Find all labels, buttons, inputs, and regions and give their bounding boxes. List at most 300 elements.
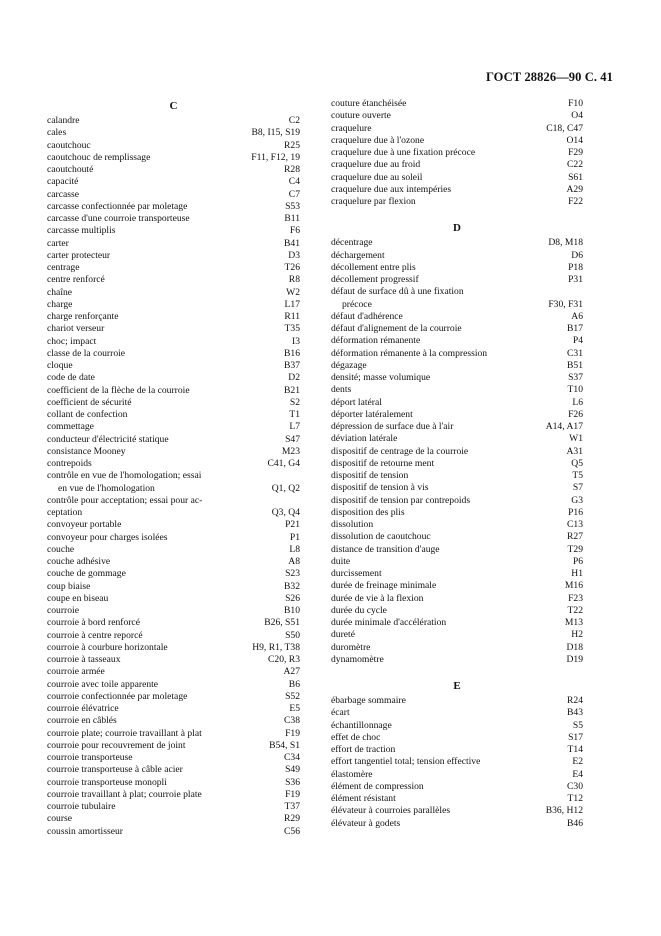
index-entry xyxy=(47,274,300,286)
entry-term: dissolution xyxy=(331,519,374,530)
entry-code: D8, M18 xyxy=(548,237,583,249)
index-entry xyxy=(331,147,583,159)
entry-code: Q3, Q4 xyxy=(271,507,300,518)
entry-code: R27 xyxy=(567,531,583,543)
entry-code: W1 xyxy=(569,433,583,445)
index-entry xyxy=(331,135,583,147)
entry-code: R11 xyxy=(284,311,300,322)
entry-code: S17 xyxy=(568,731,583,743)
entry-term: cloque xyxy=(47,360,73,371)
index-entry xyxy=(47,483,300,495)
index-entry xyxy=(47,532,300,544)
entry-code: T10 xyxy=(567,384,583,396)
entry-term: déport latéral xyxy=(331,396,382,408)
entry-code: D18 xyxy=(566,641,583,653)
index-entry xyxy=(331,507,583,519)
entry-code: B11 xyxy=(284,213,300,224)
entry-code: A14, A17 xyxy=(545,421,583,432)
entry-term: dispositif de tension par contrepoids xyxy=(331,494,471,506)
entry-code: H1 xyxy=(571,568,583,579)
entry-code: B10 xyxy=(284,605,300,616)
entry-term: défaut de surface dû à une fixation xyxy=(331,286,464,298)
index-entry xyxy=(331,250,583,262)
index-entry xyxy=(47,556,300,568)
entry-code: D2 xyxy=(288,372,300,384)
index-entry xyxy=(331,196,583,208)
index-entry xyxy=(331,360,583,372)
index-entry xyxy=(47,299,300,311)
index-entry xyxy=(331,159,583,171)
index-entry xyxy=(47,458,300,470)
entry-term: chariot verseur xyxy=(47,323,105,335)
section-letter: C xyxy=(169,100,178,112)
entry-code: S47 xyxy=(285,433,300,445)
entry-code: E5 xyxy=(289,703,300,714)
index-entry xyxy=(47,225,300,237)
index-entry xyxy=(331,695,583,707)
entry-code: B36, H12 xyxy=(545,805,583,817)
index-entry xyxy=(331,397,583,409)
entry-code: S49 xyxy=(285,764,300,776)
index-entry xyxy=(331,495,583,507)
entry-code: F29 xyxy=(568,147,583,158)
section-letter: E xyxy=(453,680,461,692)
entry-code: S23 xyxy=(285,568,300,580)
entry-term: craquelure due à une fixation précoce xyxy=(331,147,476,158)
index-entry xyxy=(47,728,300,740)
index-entry xyxy=(331,629,583,641)
entry-term: craquelure due au froid xyxy=(331,159,421,171)
index-entry xyxy=(47,434,300,446)
entry-code: C2 xyxy=(288,115,300,126)
entry-code: F23 xyxy=(568,592,583,604)
index-entry xyxy=(331,274,583,286)
entry-code: T1 xyxy=(289,409,300,420)
entry-term: commettage xyxy=(47,421,94,433)
index-entry xyxy=(331,482,583,494)
entry-code: R8 xyxy=(288,274,300,286)
entry-term: caoutchouc de remplissage xyxy=(47,151,151,163)
index-entry xyxy=(331,805,583,817)
entry-term: coup biaise xyxy=(47,580,91,592)
index-entry xyxy=(331,299,583,311)
entry-term: courroie élévatrice xyxy=(47,703,119,714)
index-entry xyxy=(47,385,300,397)
index-entry xyxy=(47,409,300,421)
index-entry xyxy=(47,287,300,299)
entry-term: courroie travaillant à plat; courroie plate xyxy=(47,788,202,800)
entry-term: carcasse xyxy=(47,188,79,200)
entry-code: P18 xyxy=(568,261,583,273)
entry-term: décollement progressif xyxy=(331,274,419,285)
entry-term: craquelure xyxy=(331,122,372,134)
entry-code: C56 xyxy=(284,825,300,837)
section-gap xyxy=(331,666,583,678)
entry-term: dureté xyxy=(331,629,355,641)
index-entry xyxy=(47,446,300,458)
entry-term: consistance Mooney xyxy=(47,445,126,457)
entry-code: T29 xyxy=(567,543,583,555)
entry-term: courroie plate; courroie travaillant à plat xyxy=(47,727,202,739)
entry-code: S61 xyxy=(568,171,583,183)
entry-term: ébarbage sommaire xyxy=(331,695,406,706)
entry-term: dispositif de centrage de la courroie xyxy=(331,445,469,457)
entry-term: courroie xyxy=(47,605,79,616)
entry-term: code de date xyxy=(47,372,95,384)
entry-term: contrepoids xyxy=(47,458,92,469)
entry-term: déformation rémanente xyxy=(331,335,421,347)
entry-code: C18, C47 xyxy=(546,122,583,134)
index-entry xyxy=(47,372,300,384)
index-entry xyxy=(331,335,583,347)
entry-term: charge renforçante xyxy=(47,311,119,322)
entry-term: élastomère xyxy=(331,768,373,780)
index-entry xyxy=(331,262,583,274)
entry-code: B51 xyxy=(567,359,583,371)
index-entry xyxy=(47,336,300,348)
index-entry xyxy=(47,348,300,360)
index-entry xyxy=(331,781,583,793)
index-entry xyxy=(331,580,583,592)
index-entry xyxy=(331,732,583,744)
entry-code: A8 xyxy=(288,556,300,567)
index-entry xyxy=(331,769,583,781)
index-entry xyxy=(47,605,300,617)
entry-code: C41, G4 xyxy=(267,458,300,469)
index-entry xyxy=(47,495,300,507)
entry-term: courroie avec toile apparente xyxy=(47,678,159,690)
entry-code: B37 xyxy=(284,360,300,371)
entry-code: F30, F31 xyxy=(548,298,583,310)
entry-term: charge xyxy=(47,298,73,310)
entry-term: centrage xyxy=(47,262,80,273)
index-entry xyxy=(331,744,583,756)
index-entry xyxy=(331,756,583,768)
entry-term: cales xyxy=(47,127,67,139)
index-entry xyxy=(331,286,583,298)
entry-code: T5 xyxy=(572,470,583,481)
entry-code: T26 xyxy=(284,262,300,273)
section-gap xyxy=(331,208,583,220)
entry-code: H2 xyxy=(571,629,583,641)
index-entry xyxy=(47,789,300,801)
entry-code: B26, S51 xyxy=(264,617,300,629)
entry-code: O14 xyxy=(566,134,583,146)
index-entry xyxy=(47,189,300,201)
entry-code: Q1, Q2 xyxy=(271,482,300,494)
entry-term: élément de compression xyxy=(331,780,424,792)
entry-term: effet de choc xyxy=(331,731,381,743)
entry-term: courroie armée xyxy=(47,666,105,678)
index-entry xyxy=(331,372,583,384)
index-entry xyxy=(331,556,583,568)
entry-code: T37 xyxy=(284,801,300,812)
entry-term: durée minimale d'accélération xyxy=(331,617,447,628)
entry-code: B54, S1 xyxy=(269,739,300,751)
index-entry xyxy=(47,323,300,335)
entry-term: durée de vie à la flexion xyxy=(331,592,424,604)
entry-code: D3 xyxy=(288,249,300,261)
entry-code: W2 xyxy=(286,286,300,298)
entry-code: T12 xyxy=(567,793,583,804)
entry-code: F19 xyxy=(285,727,300,739)
entry-code: C7 xyxy=(288,188,300,200)
entry-term: contrôle pour acceptation; essai pour ac- xyxy=(47,494,203,506)
entry-code: D19 xyxy=(566,653,583,665)
index-entry xyxy=(47,593,300,605)
entry-code: S53 xyxy=(285,200,300,212)
entry-term: courroie à tasseaux xyxy=(47,654,121,665)
entry-code: M23 xyxy=(281,445,300,457)
entry-code: D6 xyxy=(571,249,583,261)
entry-term: craquelure due à l'ozone xyxy=(331,134,425,146)
index-entry xyxy=(47,507,300,519)
entry-code: F10 xyxy=(568,98,583,109)
entry-term: coupe en biseau xyxy=(47,592,109,604)
entry-term: carter xyxy=(47,237,69,249)
entry-code: S52 xyxy=(285,690,300,702)
entry-term: couture étanchéisée xyxy=(331,98,407,109)
entry-code: C31 xyxy=(567,347,583,359)
entry-term: centre renforcé xyxy=(47,274,105,286)
entry-code: A29 xyxy=(566,183,583,195)
entry-term: dissolution de caoutchouc xyxy=(331,531,431,543)
entry-term: contrôle en vue de l'homologation; essai xyxy=(47,470,202,482)
entry-code: F6 xyxy=(289,225,300,237)
index-entry xyxy=(47,630,300,642)
entry-term: courroie à courbure horizontale xyxy=(47,641,168,653)
index-entry xyxy=(47,568,300,580)
index-entry xyxy=(331,184,583,196)
left-column xyxy=(47,98,300,838)
entry-code: C4 xyxy=(288,176,300,188)
entry-term: convoyeur portable xyxy=(47,519,122,531)
entry-term: écart xyxy=(331,707,350,719)
entry-code: L6 xyxy=(572,396,583,408)
index-entry xyxy=(331,384,583,396)
entry-term: échantillonnage xyxy=(331,719,392,731)
entry-term: dispositif de tension xyxy=(331,470,409,481)
index-entry xyxy=(47,140,300,152)
entry-term: effort tangentiel total; tension effective xyxy=(331,756,481,768)
entry-term: craquelure due au soleil xyxy=(331,171,423,183)
entry-code: E2 xyxy=(572,756,583,768)
index-entry xyxy=(331,470,583,482)
entry-term: caoutchouc xyxy=(47,139,91,151)
index-entry xyxy=(47,421,300,433)
index-entry xyxy=(47,115,300,127)
entry-term: durcissement xyxy=(331,568,382,579)
entry-term: convoyeur pour charges isolées xyxy=(47,531,168,543)
entry-code: T14 xyxy=(567,744,583,755)
entry-code: E4 xyxy=(572,768,583,780)
entry-term: carcasse d'une courroie transporteuse xyxy=(47,213,190,224)
entry-code: L7 xyxy=(289,421,300,433)
index-entry xyxy=(47,801,300,813)
entry-term: densité; masse volumique xyxy=(331,372,431,383)
entry-code: C34 xyxy=(284,752,300,763)
entry-term: craquelure par flexion xyxy=(331,196,416,207)
entry-code: G3 xyxy=(571,494,583,506)
index-entry xyxy=(331,323,583,335)
entry-term: durée du cycle xyxy=(331,604,387,616)
entry-code: C22 xyxy=(567,159,583,171)
index-entry xyxy=(331,707,583,719)
entry-term: disposition des plis xyxy=(331,506,405,518)
entry-code: C20, R3 xyxy=(268,654,300,665)
entry-term: défaut d'adhérence xyxy=(331,310,403,322)
entry-code: C38 xyxy=(284,715,300,727)
right-column xyxy=(331,98,583,830)
index-entry xyxy=(47,164,300,176)
entry-code: B17 xyxy=(567,323,583,334)
entry-term: dents xyxy=(331,384,352,396)
entry-term: durée de freinage minimale xyxy=(331,580,437,592)
index-entry xyxy=(331,110,583,122)
entry-term: déporter latéralement xyxy=(331,408,413,420)
entry-code: I3 xyxy=(292,335,300,347)
entry-code: L8 xyxy=(289,543,300,555)
index-entry xyxy=(47,740,300,752)
entry-code: P6 xyxy=(572,555,583,567)
entry-code: S50 xyxy=(285,629,300,641)
index-entry xyxy=(331,617,583,629)
entry-term: couture ouverte xyxy=(331,110,391,122)
entry-code: H9, R1, T38 xyxy=(252,641,300,653)
index-entry xyxy=(47,826,300,838)
entry-term: couche xyxy=(47,543,75,555)
entry-code: F22 xyxy=(568,196,583,207)
index-entry xyxy=(47,752,300,764)
index-entry xyxy=(47,715,300,727)
entry-term: couche adhésive xyxy=(47,556,111,567)
entry-code: R28 xyxy=(284,164,300,175)
index-entry xyxy=(331,237,583,249)
entry-code: B21 xyxy=(284,384,300,396)
entry-term: chaîne xyxy=(47,286,73,298)
entry-term: carter protecteur xyxy=(47,249,111,261)
index-entry xyxy=(47,519,300,531)
entry-code: S26 xyxy=(285,592,300,604)
index-entry xyxy=(47,679,300,691)
index-entry xyxy=(47,777,300,789)
entry-term: élévateur à courroies parallèles xyxy=(331,805,451,817)
entry-code: F19 xyxy=(285,788,300,800)
entry-code: T35 xyxy=(284,323,300,335)
entry-term: déviation latérale xyxy=(331,433,398,445)
entry-code: M16 xyxy=(564,580,583,592)
index-entry xyxy=(47,691,300,703)
entry-term: courroie transporteuse xyxy=(47,752,133,763)
entry-code: Q5 xyxy=(571,457,583,469)
entry-term: décollement entre plis xyxy=(331,261,416,273)
index-entry xyxy=(47,250,300,262)
entry-term: caoutchouté xyxy=(47,164,94,175)
index-entry xyxy=(331,531,583,543)
entry-code: B32 xyxy=(284,580,300,592)
entry-code: R24 xyxy=(567,695,583,706)
index-entry xyxy=(331,818,583,830)
entry-code: C30 xyxy=(567,780,583,792)
entry-code: R25 xyxy=(284,139,300,151)
index-entry xyxy=(331,568,583,580)
entry-code: F11, F12, 19 xyxy=(251,151,300,163)
entry-code: R29 xyxy=(284,813,300,825)
entry-term: coefficient de sécurité xyxy=(47,396,132,408)
entry-term: classe de la courroie xyxy=(47,347,126,359)
entry-code: B6 xyxy=(288,678,300,690)
index-entry xyxy=(331,446,583,458)
entry-term: défaut d'alignement de la courroie xyxy=(331,323,462,334)
index-entry xyxy=(331,654,583,666)
entry-code: B8, I15, S19 xyxy=(251,127,300,139)
entry-code: S36 xyxy=(285,776,300,788)
entry-term: couche de gommage xyxy=(47,568,126,580)
entry-term: coussin amortisseur xyxy=(47,825,123,837)
entry-code: F26 xyxy=(568,408,583,420)
entry-term: dispositif de retourne ment xyxy=(331,457,435,469)
entry-term: carcasse multiplis xyxy=(47,225,116,237)
entry-term: précoce xyxy=(342,298,372,310)
entry-code: A6 xyxy=(571,310,583,322)
entry-code: B43 xyxy=(567,707,583,719)
entry-code: P4 xyxy=(572,335,583,347)
entry-code: S2 xyxy=(289,396,300,408)
index-entry xyxy=(331,519,583,531)
entry-code: A27 xyxy=(283,666,300,678)
index-entry xyxy=(331,98,583,110)
entry-code: T22 xyxy=(567,604,583,616)
entry-term: déchargement xyxy=(331,249,385,261)
entry-term: courroie à centre reporcé xyxy=(47,629,143,641)
index-entry xyxy=(47,360,300,372)
index-entry xyxy=(331,348,583,360)
index-entry xyxy=(47,666,300,678)
index-entry xyxy=(47,617,300,629)
entry-code: O4 xyxy=(571,110,583,122)
entry-code: S37 xyxy=(568,372,583,383)
index-entry xyxy=(331,433,583,445)
entry-term: choc; impact xyxy=(47,335,97,347)
entry-code: P31 xyxy=(568,274,583,285)
entry-term: élévateur à godets xyxy=(331,817,401,829)
index-entry xyxy=(331,409,583,421)
entry-code: B46 xyxy=(567,817,583,829)
entry-term: ceptation xyxy=(47,507,83,518)
entry-term: courroie pour recouvrement de joint xyxy=(47,739,186,751)
entry-code: P21 xyxy=(285,519,300,531)
entry-term: courroie confectionnée par moletage xyxy=(47,690,188,702)
index-entry xyxy=(331,421,583,433)
entry-term: en vue de l'homologation xyxy=(58,482,155,494)
page-header: ГОСТ 28826—90 С. 41 xyxy=(485,70,613,84)
entry-term: courroie transporteuse monopli xyxy=(47,776,167,788)
index-entry xyxy=(331,593,583,605)
entry-term: dispositif de tension à vis xyxy=(331,482,429,494)
entry-code: S5 xyxy=(572,719,583,731)
entry-term: capacité xyxy=(47,176,79,188)
entry-code: P16 xyxy=(568,506,583,518)
index-entry xyxy=(47,201,300,213)
index-entry xyxy=(47,213,300,225)
index-entry xyxy=(331,458,583,470)
entry-term: dégazage xyxy=(331,359,367,371)
index-entry xyxy=(47,654,300,666)
index-entry xyxy=(331,720,583,732)
index-entry xyxy=(331,123,583,135)
entry-code: C13 xyxy=(567,519,583,530)
entry-term: courroie tubulaire xyxy=(47,801,116,812)
